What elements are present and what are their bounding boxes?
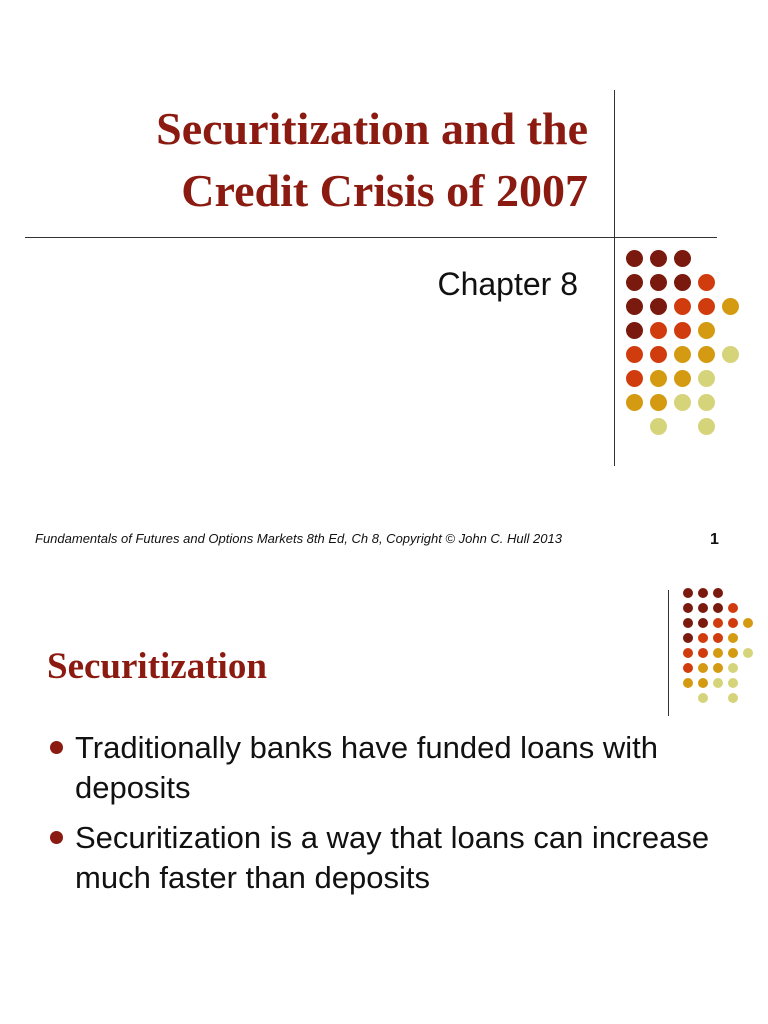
bullet-item: [47, 728, 747, 808]
title-line-2: Credit Crisis of 2007: [181, 165, 588, 216]
title-line-1: Securitization and the: [156, 103, 588, 154]
dot-icon: [713, 663, 723, 673]
dot-icon: [650, 250, 667, 267]
dot-icon: [698, 663, 708, 673]
dot-icon: [674, 250, 691, 267]
bullet-text: Traditionally banks have funded loans with deposits: [75, 730, 659, 805]
vertical-divider-small: [668, 590, 669, 716]
dot-icon: [728, 663, 738, 673]
dot-icon: [626, 250, 643, 267]
slide-1-title: [156, 98, 588, 222]
dot-icon: [650, 418, 667, 435]
bullet-icon: [50, 741, 63, 754]
dot-icon: [683, 678, 693, 688]
dot-icon: [650, 322, 667, 339]
dot-icon: [728, 633, 738, 643]
dot-icon: [683, 588, 693, 598]
dot-icon: [713, 633, 723, 643]
bullet-list: [47, 728, 747, 908]
dot-icon: [698, 394, 715, 411]
bullet-text: Securitization is a way that loans can increase much faster than deposits: [75, 820, 710, 895]
slide-2-title: Securitization: [47, 646, 267, 687]
dot-icon: [698, 633, 708, 643]
dot-icon: [698, 322, 715, 339]
dot-icon: [626, 346, 643, 363]
dot-icon: [698, 298, 715, 315]
dot-icon: [728, 678, 738, 688]
dot-icon: [722, 346, 739, 363]
dot-icon: [698, 588, 708, 598]
dot-icon: [722, 298, 739, 315]
dot-icon: [728, 648, 738, 658]
dot-icon: [626, 274, 643, 291]
dot-icon: [728, 618, 738, 628]
chapter-subtitle: Chapter 8: [437, 266, 578, 302]
page-number: 1: [710, 531, 719, 548]
dot-icon: [698, 618, 708, 628]
dot-icon: [698, 603, 708, 613]
vertical-divider: [614, 90, 615, 466]
dot-icon: [713, 618, 723, 628]
dot-icon: [683, 618, 693, 628]
dot-icon: [698, 370, 715, 387]
dot-icon: [698, 648, 708, 658]
dot-icon: [713, 588, 723, 598]
dot-icon: [674, 346, 691, 363]
dot-icon: [713, 678, 723, 688]
dot-icon: [674, 298, 691, 315]
dot-icon: [743, 648, 753, 658]
dot-pattern-decoration-small: [683, 588, 755, 698]
dot-icon: [650, 274, 667, 291]
dot-icon: [743, 618, 753, 628]
dot-icon: [698, 418, 715, 435]
dot-icon: [674, 394, 691, 411]
dot-pattern-decoration: [626, 250, 746, 440]
dot-icon: [713, 603, 723, 613]
dot-icon: [626, 322, 643, 339]
horizontal-divider: [25, 237, 717, 238]
dot-icon: [713, 648, 723, 658]
bullet-icon: [50, 831, 63, 844]
dot-icon: [626, 370, 643, 387]
dot-icon: [728, 693, 738, 703]
dot-icon: [626, 298, 643, 315]
dot-icon: [698, 678, 708, 688]
dot-icon: [698, 693, 708, 703]
dot-icon: [683, 663, 693, 673]
dot-icon: [698, 274, 715, 291]
dot-icon: [728, 603, 738, 613]
dot-icon: [650, 394, 667, 411]
bullet-item: [47, 818, 747, 898]
dot-icon: [650, 346, 667, 363]
dot-icon: [674, 370, 691, 387]
dot-icon: [626, 394, 643, 411]
dot-icon: [650, 298, 667, 315]
slide-footer: Fundamentals of Futures and Options Markets 8th Ed, Ch 8, Copyright © John C. Hull 2013: [35, 531, 562, 546]
dot-icon: [683, 603, 693, 613]
dot-icon: [674, 274, 691, 291]
dot-icon: [698, 346, 715, 363]
dot-icon: [683, 648, 693, 658]
dot-icon: [683, 633, 693, 643]
dot-icon: [674, 322, 691, 339]
dot-icon: [650, 370, 667, 387]
